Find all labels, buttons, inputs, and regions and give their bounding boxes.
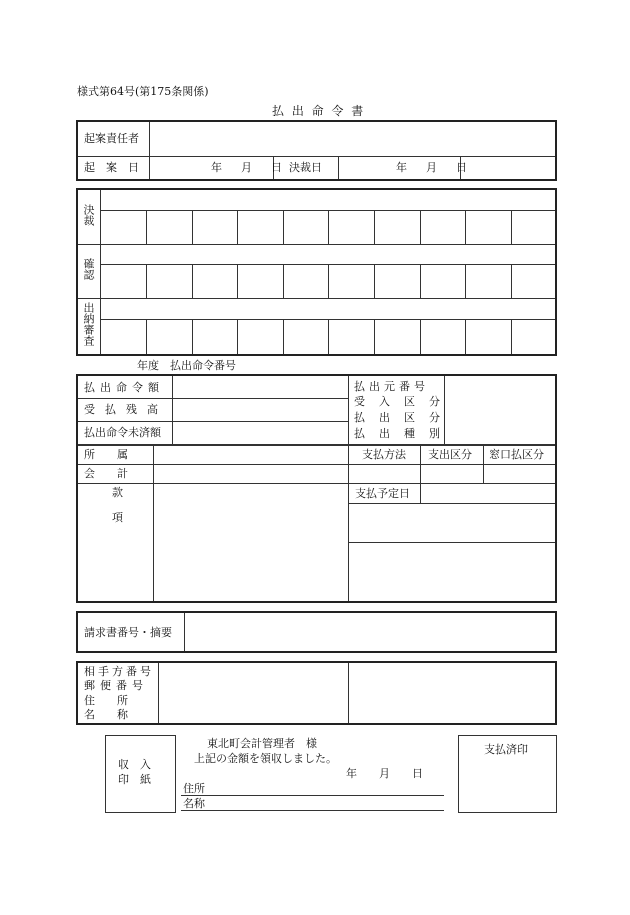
balance-label: 受払残高 — [84, 403, 168, 416]
scheduled-date-label: 支払予定日 — [355, 487, 410, 500]
payee-table — [76, 661, 557, 725]
drafter-label: 起案責任者 — [84, 132, 139, 145]
receipt-address-line — [181, 795, 444, 796]
order-amount-label: 払出命令額 — [84, 381, 164, 394]
confirmation-label: 確認 — [82, 258, 95, 280]
kou-label: 項 — [112, 511, 123, 524]
payment-method-label: 支払方法 — [362, 448, 406, 461]
receipt-statement: 上記の金額を領収しました。 — [194, 752, 337, 765]
page-title: 払 出 命 令 書 — [272, 104, 366, 118]
payout-kind-label: 払出種別 — [354, 427, 454, 440]
invoice-table — [76, 611, 557, 653]
account-label: 会 計 — [84, 467, 128, 480]
name-label: 名 称 — [84, 708, 128, 721]
department-label: 所 属 — [84, 448, 128, 461]
form-number: 様式第64号(第175条関係) — [77, 85, 209, 98]
kan-label: 款 — [112, 486, 123, 499]
draft-date-ymd: 年 月 日 — [211, 161, 286, 174]
order-number-label: 年度 払出命令番号 — [137, 359, 236, 372]
decision-date-ymd: 年 月 日 — [396, 161, 471, 174]
unsettled-label: 払出命令未済額 — [84, 426, 161, 439]
partner-number-label: 相手方番号 — [84, 665, 154, 678]
receipt-addressee: 東北町会計管理者 様 — [207, 737, 317, 750]
receipt-date: 年 月 日 — [346, 767, 423, 780]
payout-type-label: 払出区分 — [354, 411, 454, 424]
paid-stamp-label: 支払済印 — [484, 743, 528, 756]
receipt-type-label: 受入区分 — [354, 395, 454, 408]
receipt-name-label: 名称 — [183, 797, 205, 810]
decision-date-label: 決裁日 — [289, 161, 322, 174]
disbursement-review-label: 出納審査 — [82, 302, 95, 346]
revenue-stamp-line1: 収 入 — [118, 758, 151, 771]
receipt-name-line — [181, 810, 444, 811]
receipt-address-label: 住所 — [183, 782, 205, 795]
draft-date-label: 起 案 日 — [84, 161, 139, 174]
revenue-stamp-line2: 印 紙 — [118, 773, 151, 786]
source-number-label: 払出元番号 — [354, 380, 429, 393]
counter-category-label: 窓口払区分 — [489, 448, 544, 461]
approval-grid — [76, 188, 557, 356]
decision-label: 決裁 — [82, 204, 95, 226]
payout-category-label: 支出区分 — [428, 448, 472, 461]
postal-code-label: 郵便番号 — [84, 679, 148, 692]
amount-table — [76, 374, 557, 603]
address-label: 住 所 — [84, 694, 128, 707]
invoice-label: 請求書番号・摘要 — [84, 626, 172, 639]
header-table — [76, 120, 557, 181]
